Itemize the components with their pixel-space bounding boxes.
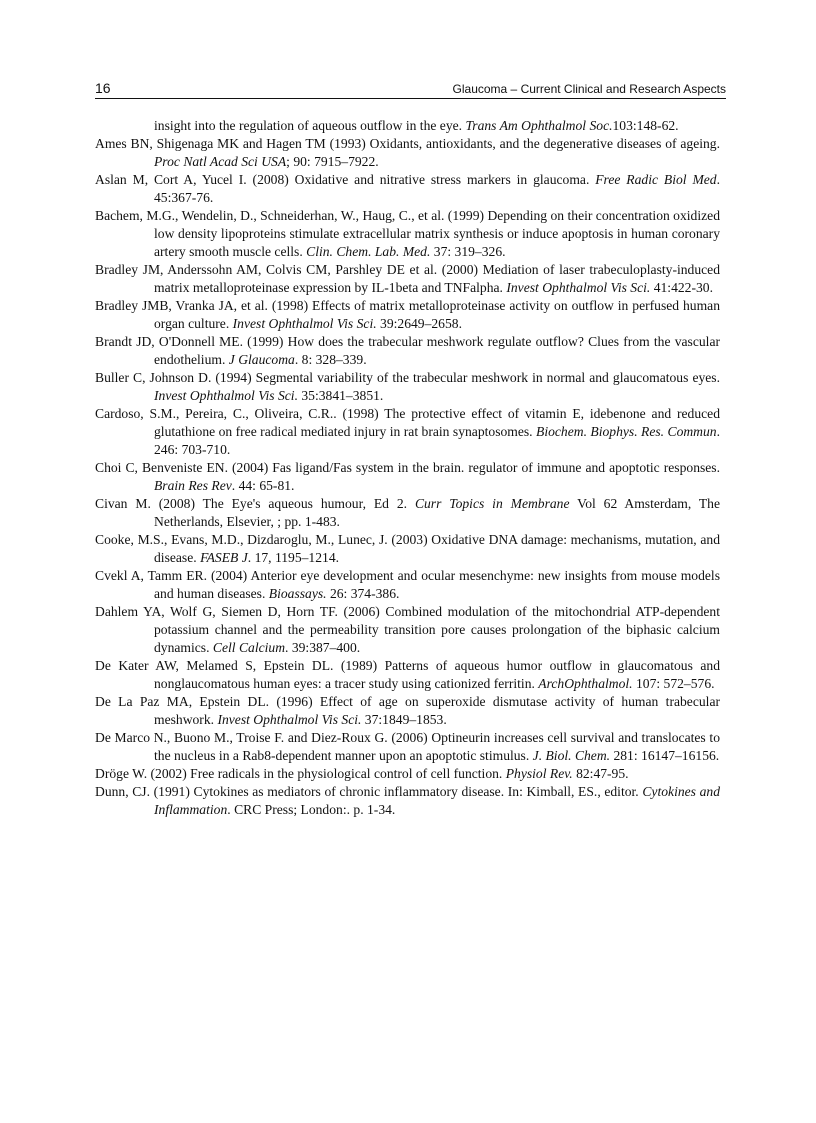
reference-citation: . CRC Press; London:. p. 1-34. (227, 802, 396, 817)
reference-text: Cooke, M.S., Evans, M.D., Dizdaroglu, M., Lunec, J. (2003) Oxidative DNA damage: mechanisms, mutation, and disease. (95, 532, 720, 565)
reference-entry (95, 171, 720, 207)
reference-entry (95, 495, 720, 531)
reference-text: Choi C, Benveniste EN. (2004) Fas ligand/Fas system in the brain. regulator of immune and apoptotic responses. (95, 460, 720, 475)
reference-citation: 26: 374-386. (326, 586, 400, 601)
reference-citation: 107: 572–576. (632, 676, 715, 691)
reference-entry (95, 207, 720, 261)
reference-entry (95, 531, 720, 567)
journal-title: Clin. Chem. Lab. Med. (306, 244, 431, 259)
reference-text: Cardoso, S.M., Pereira, C., Oliveira, C.R.. (1998) The protective effect of vitamin E, idebenone and reduced glutathione on free radical mediated injury in rat brain synaptosomes. (95, 406, 720, 439)
journal-title: Cell Calcium (212, 640, 286, 655)
reference-citation: 37:1849–1853. (361, 712, 447, 727)
journal-title: ArchOphthalmol. (538, 676, 633, 691)
reference-entry (95, 693, 720, 729)
reference-text: Cvekl A, Tamm ER. (2004) Anterior eye development and ocular mesenchyme: new insights from mouse models and human diseases. (95, 568, 720, 601)
reference-citation: 35:3841–3851. (297, 388, 384, 403)
reference-text: Aslan M, Cort A, Yucel I. (2008) Oxidative and nitrative stress markers in glaucoma. (95, 172, 596, 187)
reference-text: Dahlem YA, Wolf G, Siemen D, Horn TF. (2006) Combined modulation of the mitochondrial ATP-dependent potassium channel and the permeability transition pore causes prolongation of the biphasic calcium dynamics. (95, 604, 720, 655)
reference-citation: . 39:387–400. (285, 640, 361, 655)
journal-title: Invest Ophthalmol Vis Sci. (154, 388, 298, 403)
journal-title: J. Biol. Chem. (532, 748, 611, 763)
reference-citation: . 8: 328–339. (294, 352, 367, 367)
reference-entry (95, 567, 720, 603)
reference-entry (95, 783, 720, 819)
reference-entry (95, 369, 720, 405)
reference-text: Brandt JD, O'Donnell ME. (1999) How does the trabecular meshwork regulate outflow? Clues from the vascular endothelium. (95, 334, 720, 367)
journal-title: Brain Res Rev (154, 478, 232, 493)
reference-text: Bradley JM, Anderssohn AM, Colvis CM, Parshley DE et al. (2000) Mediation of laser trabeculoplasty-induced matrix metalloproteinase expression by IL-1beta and TNFalpha. (95, 262, 720, 295)
reference-text: De Marco N., Buono M., Troise F. and Diez-Roux G. (2006) Optineurin increases cell survival and translocates to the nucleus in a Rab8-dependent manner upon an apoptotic stimulus. (95, 730, 720, 763)
reference-text: De La Paz MA, Epstein DL. (1996) Effect of age on superoxide dismutase activity of human trabecular meshwork. (95, 694, 720, 727)
reference-entry (95, 765, 720, 783)
reference-continuation (95, 117, 720, 135)
reference-citation: . 44: 65-81. (231, 478, 295, 493)
reference-entry (95, 459, 720, 495)
reference-entry (95, 333, 720, 369)
reference-text: Dröge W. (2002) Free radicals in the physiological control of cell function. (95, 766, 506, 781)
reference-citation: 103:148-62. (612, 118, 679, 133)
reference-citation: 41:422-30. (650, 280, 713, 295)
journal-title: Cytokines and Inflammation (154, 784, 720, 817)
reference-entry (95, 603, 720, 657)
journal-title: Curr Topics in Membrane (414, 496, 570, 511)
journal-title: Invest Ophthalmol Vis Sci. (232, 316, 377, 331)
reference-citation: 37: 319–326. (430, 244, 506, 259)
reference-entry (95, 657, 720, 693)
reference-citation: Vol 62 Amsterdam, The Netherlands, Elsevier, ; pp. 1-483. (154, 496, 721, 529)
reference-entry (95, 261, 720, 297)
reference-citation: ; 90: 7915–7922. (286, 154, 379, 169)
reference-citation: 281: 16147–16156. (610, 748, 720, 763)
journal-title: Invest Ophthalmol Vis Sci. (217, 712, 362, 727)
reference-citation: 39:2649–2658. (376, 316, 462, 331)
reference-text: insight into the regulation of aqueous outflow in the eye. (154, 118, 466, 133)
journal-title: J Glaucoma (228, 352, 295, 367)
reference-entry (95, 729, 720, 765)
reference-entry (95, 135, 720, 171)
journal-title: Invest Ophthalmol Vis Sci. (506, 280, 651, 295)
journal-title: Free Radic Biol Med (595, 172, 717, 187)
reference-citation: . 246: 703-710. (154, 424, 720, 457)
reference-text: Buller C, Johnson D. (1994) Segmental variability of the trabecular meshwork in normal and glaucomatous eyes. (95, 370, 720, 385)
reference-text: De Kater AW, Melamed S, Epstein DL. (1989) Patterns of aqueous humor outflow in glaucomatous and nonglaucomatous human eyes: a tracer study using cationized ferritin. (95, 658, 720, 691)
journal-title: Bioassays. (268, 586, 327, 601)
reference-text: Ames BN, Shigenaga MK and Hagen TM (1993) Oxidants, antioxidants, and the degenerative diseases of ageing. (95, 136, 720, 151)
reference-text: Bachem, M.G., Wendelin, D., Schneiderhan, W., Haug, C., et al. (1999) Depending on their concentration oxidized low density lipoproteins stimulate extracellular matrix synthesis or induce apoptosis in human coronary artery smooth muscle cells. (95, 208, 720, 259)
reference-citation: 82:47-95. (572, 766, 629, 781)
journal-title: FASEB J (200, 550, 248, 565)
journal-title: Proc Natl Acad Sci USA (154, 154, 287, 169)
journal-title: Trans Am Ophthalmol Soc. (465, 118, 613, 133)
page-header (95, 80, 726, 99)
reference-citation: . 45:367-76. (154, 172, 720, 205)
reference-text: Bradley JMB, Vranka JA, et al. (1998) Effects of matrix metalloproteinase activity on outflow in perfused human organ culture. (95, 298, 720, 331)
page-number: 16 (95, 80, 111, 96)
reference-text: Civan M. (2008) The Eye's aqueous humour, Ed 2. (95, 496, 415, 511)
reference-list (95, 117, 720, 819)
reference-entry (95, 405, 720, 459)
reference-text: Dunn, CJ. (1991) Cytokines as mediators of chronic inflammatory disease. In: Kimball, ES., editor. (95, 784, 643, 799)
running-title: Glaucoma – Current Clinical and Research Aspects (452, 82, 726, 96)
reference-citation: . 17, 1195–1214. (247, 550, 340, 565)
reference-entry (95, 297, 720, 333)
journal-title: Biochem. Biophys. Res. Commun (536, 424, 717, 439)
journal-title: Physiol Rev. (505, 766, 573, 781)
